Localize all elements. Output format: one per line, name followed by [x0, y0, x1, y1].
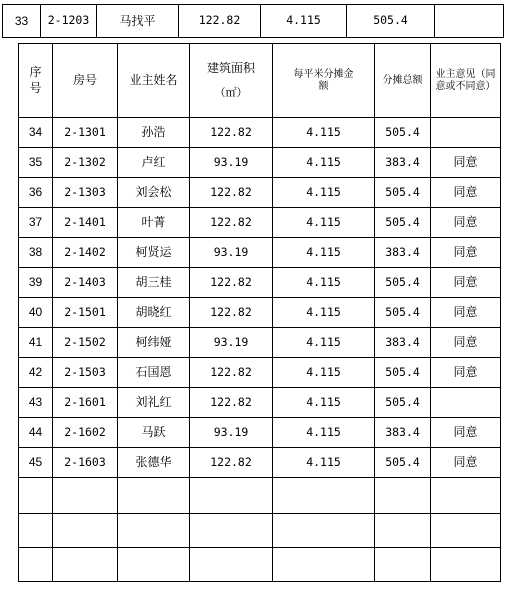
floor-area: 93.19 [190, 238, 273, 268]
owner-opinion [431, 118, 501, 148]
row-index: 35 [19, 148, 53, 178]
floor-area: 93.19 [190, 418, 273, 448]
total-share: 383.4 [375, 328, 431, 358]
owner-name: 刘礼红 [118, 388, 190, 418]
header-index [19, 44, 53, 118]
header-index-label: 序号 [29, 64, 42, 95]
rate-per-sqm: 4.115 [273, 148, 375, 178]
empty-cell [53, 514, 118, 548]
carryover-row-table [2, 4, 504, 38]
floor-area: 122.82 [190, 268, 273, 298]
owner-name: 柯贤运 [118, 238, 190, 268]
floor-area: 93.19 [190, 328, 273, 358]
table-row [19, 328, 501, 358]
floor-area: 122.82 [190, 298, 273, 328]
row-index: 33 [3, 5, 41, 38]
empty-cell [19, 478, 53, 514]
empty-cell [118, 548, 190, 582]
row-index: 41 [19, 328, 53, 358]
owner-opinion: 同意 [431, 148, 501, 178]
owner-name: 胡晓红 [118, 298, 190, 328]
table-body [19, 118, 501, 582]
owner-opinion [431, 388, 501, 418]
table-row [3, 5, 504, 38]
rate-per-sqm: 4.115 [273, 118, 375, 148]
rate-per-sqm: 4.115 [261, 5, 347, 38]
header-floor-area [190, 44, 273, 118]
owner-opinion: 同意 [431, 298, 501, 328]
row-index: 38 [19, 238, 53, 268]
empty-cell [273, 478, 375, 514]
empty-cell [118, 514, 190, 548]
empty-cell [375, 478, 431, 514]
floor-area: 122.82 [190, 208, 273, 238]
rate-per-sqm: 4.115 [273, 358, 375, 388]
owner-opinion: 同意 [431, 268, 501, 298]
row-index: 43 [19, 388, 53, 418]
header-rate-label: 每平米分摊金额 [293, 68, 354, 92]
rate-per-sqm: 4.115 [273, 238, 375, 268]
header-floor-area-label: 建筑面积 [206, 60, 255, 75]
header-opinion-label: 业主意见（同意或不同意） [435, 68, 496, 92]
total-share: 383.4 [375, 418, 431, 448]
room-number: 2-1601 [53, 388, 118, 418]
table-row [19, 358, 501, 388]
total-share: 505.4 [347, 5, 435, 38]
owner-name: 马跃 [118, 418, 190, 448]
rate-per-sqm: 4.115 [273, 178, 375, 208]
row-index: 39 [19, 268, 53, 298]
owner-name: 叶菁 [118, 208, 190, 238]
table-row [19, 388, 501, 418]
empty-cell [190, 514, 273, 548]
owner-name: 胡三桂 [118, 268, 190, 298]
empty-cell [190, 548, 273, 582]
empty-cell [375, 548, 431, 582]
table-row [19, 208, 501, 238]
floor-area: 122.82 [179, 5, 261, 38]
empty-row [19, 514, 501, 548]
owner-opinion: 同意 [431, 238, 501, 268]
owner-opinion: 同意 [431, 208, 501, 238]
total-share: 505.4 [375, 118, 431, 148]
header-total-share: 分摊总额 [375, 44, 431, 118]
empty-cell [273, 548, 375, 582]
table-row [19, 178, 501, 208]
owner-name: 柯纬娅 [118, 328, 190, 358]
empty-row [19, 478, 501, 514]
header-owner-name: 业主姓名 [118, 44, 190, 118]
owner-opinion [435, 5, 504, 38]
rate-per-sqm: 4.115 [273, 328, 375, 358]
row-index: 34 [19, 118, 53, 148]
room-number: 2-1203 [41, 5, 97, 38]
floor-area: 122.82 [190, 178, 273, 208]
empty-cell [19, 514, 53, 548]
room-number: 2-1502 [53, 328, 118, 358]
room-number: 2-1403 [53, 268, 118, 298]
total-share: 505.4 [375, 208, 431, 238]
total-share: 505.4 [375, 268, 431, 298]
empty-row [19, 548, 501, 582]
floor-area: 122.82 [190, 358, 273, 388]
room-number: 2-1503 [53, 358, 118, 388]
rate-per-sqm: 4.115 [273, 388, 375, 418]
table-header-row [19, 44, 501, 118]
owner-name: 卢红 [118, 148, 190, 178]
room-number: 2-1303 [53, 178, 118, 208]
table-row [19, 298, 501, 328]
room-number: 2-1602 [53, 418, 118, 448]
owner-opinion: 同意 [431, 178, 501, 208]
owner-name: 马找平 [97, 5, 179, 38]
owner-opinion: 同意 [431, 418, 501, 448]
owner-name: 孙浩 [118, 118, 190, 148]
row-index: 44 [19, 418, 53, 448]
total-share: 383.4 [375, 148, 431, 178]
table-row [19, 238, 501, 268]
total-share: 383.4 [375, 238, 431, 268]
owner-name: 石国恩 [118, 358, 190, 388]
rate-per-sqm: 4.115 [273, 208, 375, 238]
table-row [19, 148, 501, 178]
empty-cell [53, 548, 118, 582]
owner-name: 刘会松 [118, 178, 190, 208]
empty-cell [190, 478, 273, 514]
row-index: 37 [19, 208, 53, 238]
table-row [19, 268, 501, 298]
floor-area: 122.82 [190, 118, 273, 148]
rate-per-sqm: 4.115 [273, 268, 375, 298]
room-number: 2-1401 [53, 208, 118, 238]
room-number: 2-1603 [53, 448, 118, 478]
owner-opinion: 同意 [431, 328, 501, 358]
empty-cell [431, 478, 501, 514]
owner-name: 张德华 [118, 448, 190, 478]
header-floor-area-unit: （㎡） [214, 87, 248, 100]
floor-area: 93.19 [190, 148, 273, 178]
room-number: 2-1402 [53, 238, 118, 268]
empty-cell [19, 548, 53, 582]
total-share: 505.4 [375, 178, 431, 208]
header-owner-opinion [431, 44, 501, 118]
rate-per-sqm: 4.115 [273, 298, 375, 328]
row-index: 45 [19, 448, 53, 478]
empty-cell [431, 514, 501, 548]
total-share: 505.4 [375, 358, 431, 388]
floor-area: 122.82 [190, 448, 273, 478]
total-share: 505.4 [375, 448, 431, 478]
room-number: 2-1301 [53, 118, 118, 148]
table-row [19, 118, 501, 148]
table-row [19, 418, 501, 448]
row-index: 42 [19, 358, 53, 388]
room-number: 2-1501 [53, 298, 118, 328]
empty-cell [375, 514, 431, 548]
owner-share-table [18, 43, 501, 582]
room-number: 2-1302 [53, 148, 118, 178]
rate-per-sqm: 4.115 [273, 448, 375, 478]
total-share: 505.4 [375, 388, 431, 418]
empty-cell [273, 514, 375, 548]
row-index: 36 [19, 178, 53, 208]
empty-cell [53, 478, 118, 514]
header-room: 房号 [53, 44, 118, 118]
total-share: 505.4 [375, 298, 431, 328]
owner-opinion: 同意 [431, 358, 501, 388]
table-row [19, 448, 501, 478]
header-rate-per-sqm [273, 44, 375, 118]
empty-cell [118, 478, 190, 514]
empty-cell [431, 548, 501, 582]
owner-opinion: 同意 [431, 448, 501, 478]
row-index: 40 [19, 298, 53, 328]
rate-per-sqm: 4.115 [273, 418, 375, 448]
floor-area: 122.82 [190, 388, 273, 418]
